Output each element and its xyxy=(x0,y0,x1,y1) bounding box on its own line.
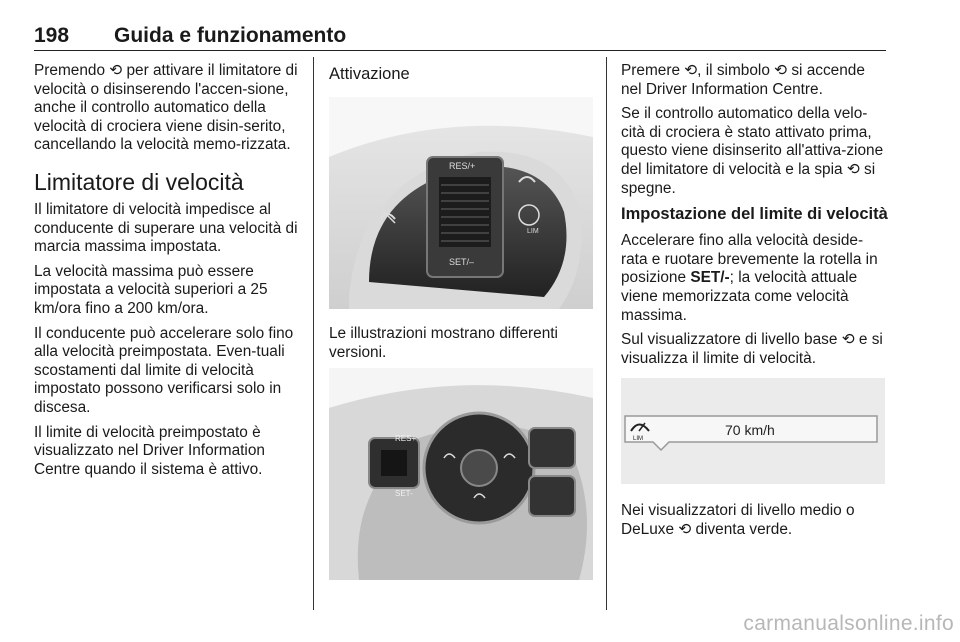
column-2 xyxy=(329,62,593,94)
speed-limit-display xyxy=(621,378,885,484)
column-3-bottom xyxy=(621,502,889,545)
set-label: SET- xyxy=(395,489,413,498)
res-label: RES+ xyxy=(395,434,417,443)
page-header xyxy=(34,24,886,52)
res-label: RES/+ xyxy=(449,161,476,171)
steering-controls-illustration-1 xyxy=(329,97,593,309)
steering-controls-figure-2 xyxy=(329,368,593,580)
paragraph: Premere ⟲, il simbolo ⟲ si accende nel Driver Information Centre. xyxy=(621,62,865,98)
column-divider-2 xyxy=(606,57,607,610)
paragraph: Il conducente può accelerare solo fino alla velocità preimpostata. Even-tuali scostamenti dal limite di velocità impostato possono verificarsi solo in discesa. xyxy=(34,324,294,416)
watermark: carmanualsonline.info xyxy=(743,612,954,635)
paragraph: Nei visualizzatori di livello medio o DeLuxe ⟲ diventa verde. xyxy=(621,502,855,538)
lim-label: LIM xyxy=(633,436,644,442)
steering-controls-figure-1 xyxy=(329,97,593,309)
subsection-heading: Impostazione del limite di velocità xyxy=(621,205,888,224)
page-number: 198 xyxy=(34,24,70,47)
text-run: ; la velocità attuale viene memorizzata come velocità massima. xyxy=(621,269,858,324)
paragraph: Il limitatore di velocità impedisce al conducente di superare una velocità di marcia massima impostata. xyxy=(34,200,298,256)
section-heading: Limitatore di velocità xyxy=(34,168,244,195)
text-run: Accelerare fino alla velocità deside-rata e ruotare brevemente la rotella in posizione xyxy=(621,232,878,287)
driver-info-display-figure xyxy=(621,378,885,484)
paragraph: La velocità massima può essere impostata a velocità superiori a 25 km/ora fino a 200 km/ora. xyxy=(34,262,268,317)
column-1 xyxy=(34,62,302,485)
column-divider-1 xyxy=(313,57,314,610)
paragraph: Sul visualizzatore di livello base ⟲ e si visualizza il limite di velocità. xyxy=(621,331,883,367)
column-3 xyxy=(621,62,889,374)
chapter-title: Guida e funzionamento xyxy=(114,24,347,47)
paragraph xyxy=(621,232,889,325)
paragraph: Il limite di velocità preimpostato è visualizzato nel Driver Information Centre quando il sistema è attivo. xyxy=(34,423,265,478)
figure-caption: Le illustrazioni mostrano differenti versioni. xyxy=(329,325,558,361)
lim-label: LIM xyxy=(527,228,539,235)
steering-controls-illustration-2 xyxy=(329,368,593,580)
figure-caption-block xyxy=(329,325,593,368)
paragraph: Se il controllo automatico della velo-cità di crociera è stato attivato prima, questo viene disinserito all'attiva-zione del limitatore di velocità e la spia ⟲ si spegne. xyxy=(621,105,884,197)
paragraph: Premendo ⟲ per attivare il limitatore di velocità o disinserendo l'accen-sione, anche il controllo automatico della velocità di crociera viene disin-serito, cancellando la velocità memo-rizzata. xyxy=(34,62,298,154)
control-name: SET/- xyxy=(690,269,730,287)
subsection-heading: Attivazione xyxy=(329,65,410,83)
set-label: SET/– xyxy=(449,257,475,267)
header-divider xyxy=(34,50,886,51)
speed-value: 70 km/h xyxy=(725,422,775,438)
